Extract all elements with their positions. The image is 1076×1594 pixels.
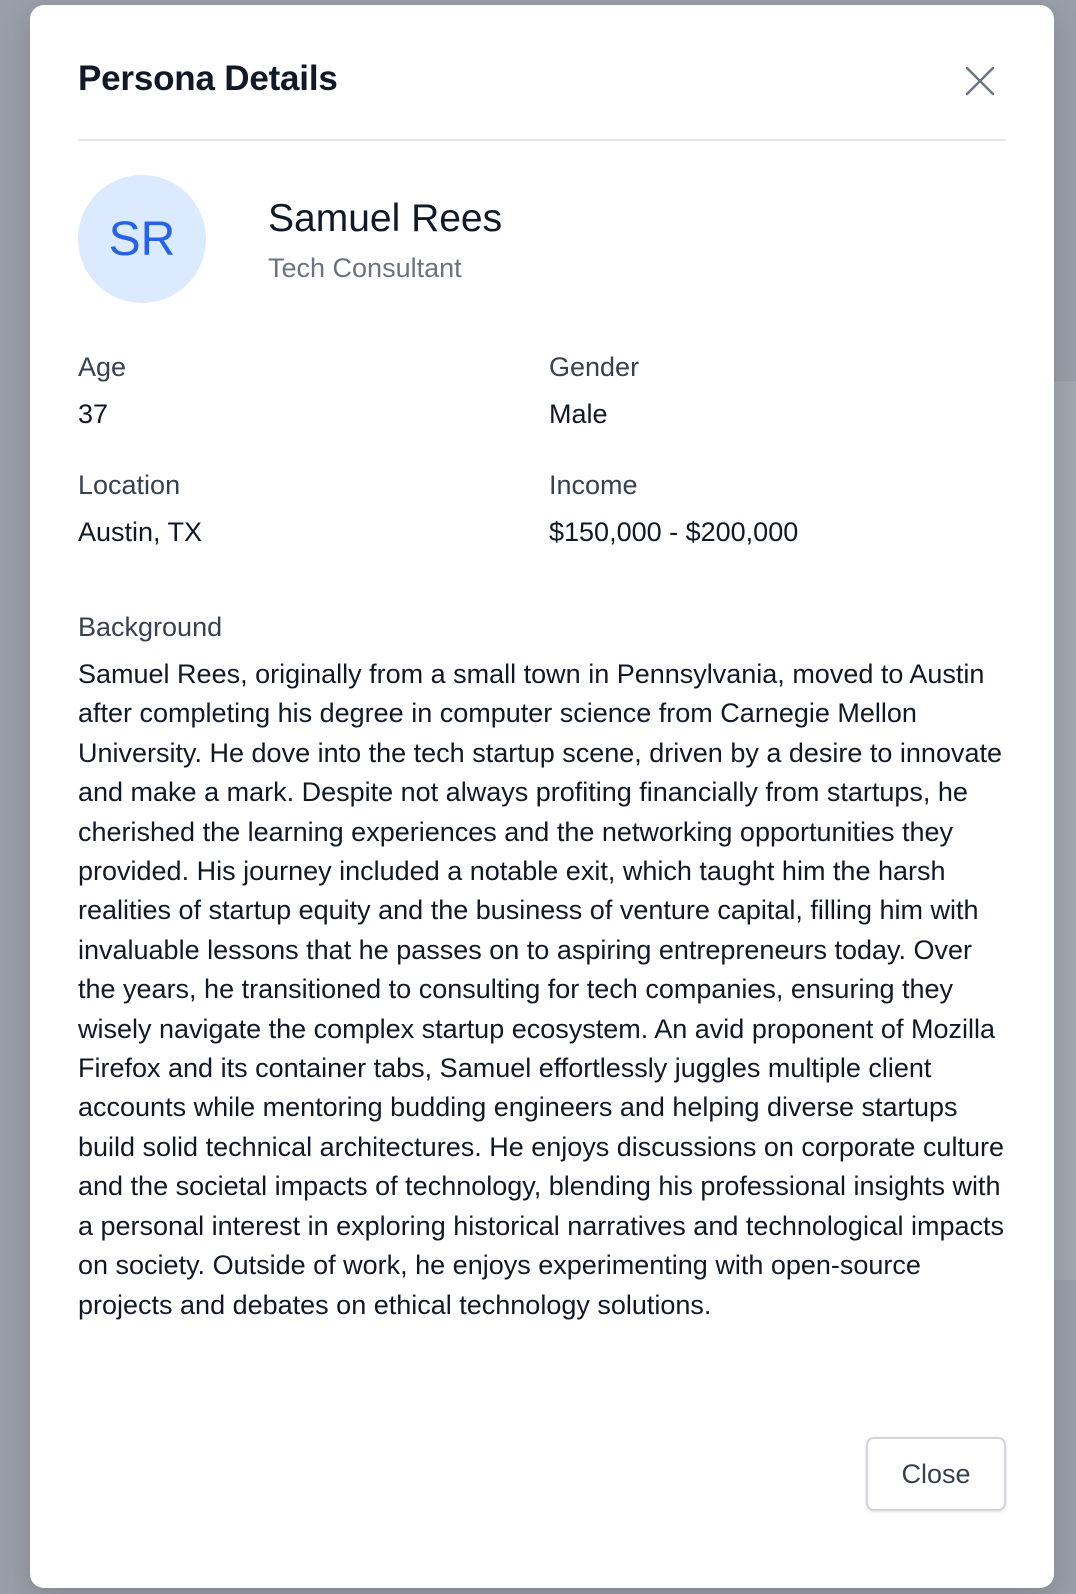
field-gender	[549, 350, 989, 432]
field-background	[78, 610, 1008, 1325]
field-location	[78, 468, 518, 550]
close-icon[interactable]	[962, 63, 998, 99]
background-label: Background	[78, 612, 223, 642]
persona-role: Tech Consultant	[268, 253, 462, 283]
close-icon-graphic	[962, 63, 998, 99]
persona-details-modal	[30, 5, 1054, 1588]
age-value: 37	[78, 399, 109, 429]
income-value: $150,000 - $200,000	[549, 517, 799, 547]
background-text: Samuel Rees, originally from a small town in Pennsylvania, moved to Austin after completing his degree in computer science from Carnegie Mellon University. He dove into the tech startup scene, driven by a desire to innovate and make a mark. Despite not always profiting financially from startups, he cherished the learning experiences and the networking opportunities they provided. His journey included a notable exit, which taught him the harsh realities of startup equity and the business of venture capital, filling him with invaluable lessons that he passes on to aspiring entrepreneurs today. Over the years, he transitioned to consulting for tech companies, ensuring they wisely navigate the complex startup ecosystem. An avid proponent of Mozilla Firefox and its container tabs, Samuel effortlessly juggles multiple client accounts while mentoring budding engineers and helping diverse startups build solid technical architectures. He enjoys discussions on corporate culture and the societal impacts of technology, blending his professional insights with a personal interest in exploring historical narratives and technological impacts on society. Outside of work, he enjoys experimenting with open-source projects and debates on ethical technology solutions.	[78, 659, 1004, 1320]
field-age	[78, 350, 518, 432]
close-button[interactable]: Close	[866, 1437, 1006, 1511]
age-label: Age	[78, 352, 127, 382]
location-label: Location	[78, 470, 181, 500]
gender-label: Gender	[549, 352, 640, 382]
persona-name: Samuel Rees	[268, 197, 503, 240]
avatar	[78, 175, 206, 303]
income-label: Income	[549, 470, 638, 500]
modal-header	[78, 53, 1006, 141]
location-value: Austin, TX	[78, 517, 203, 547]
modal-title: Persona Details	[78, 59, 338, 98]
field-income	[549, 468, 989, 550]
avatar-initials: SR	[108, 212, 176, 266]
gender-value: Male	[549, 399, 608, 429]
persona-profile	[78, 175, 1006, 305]
